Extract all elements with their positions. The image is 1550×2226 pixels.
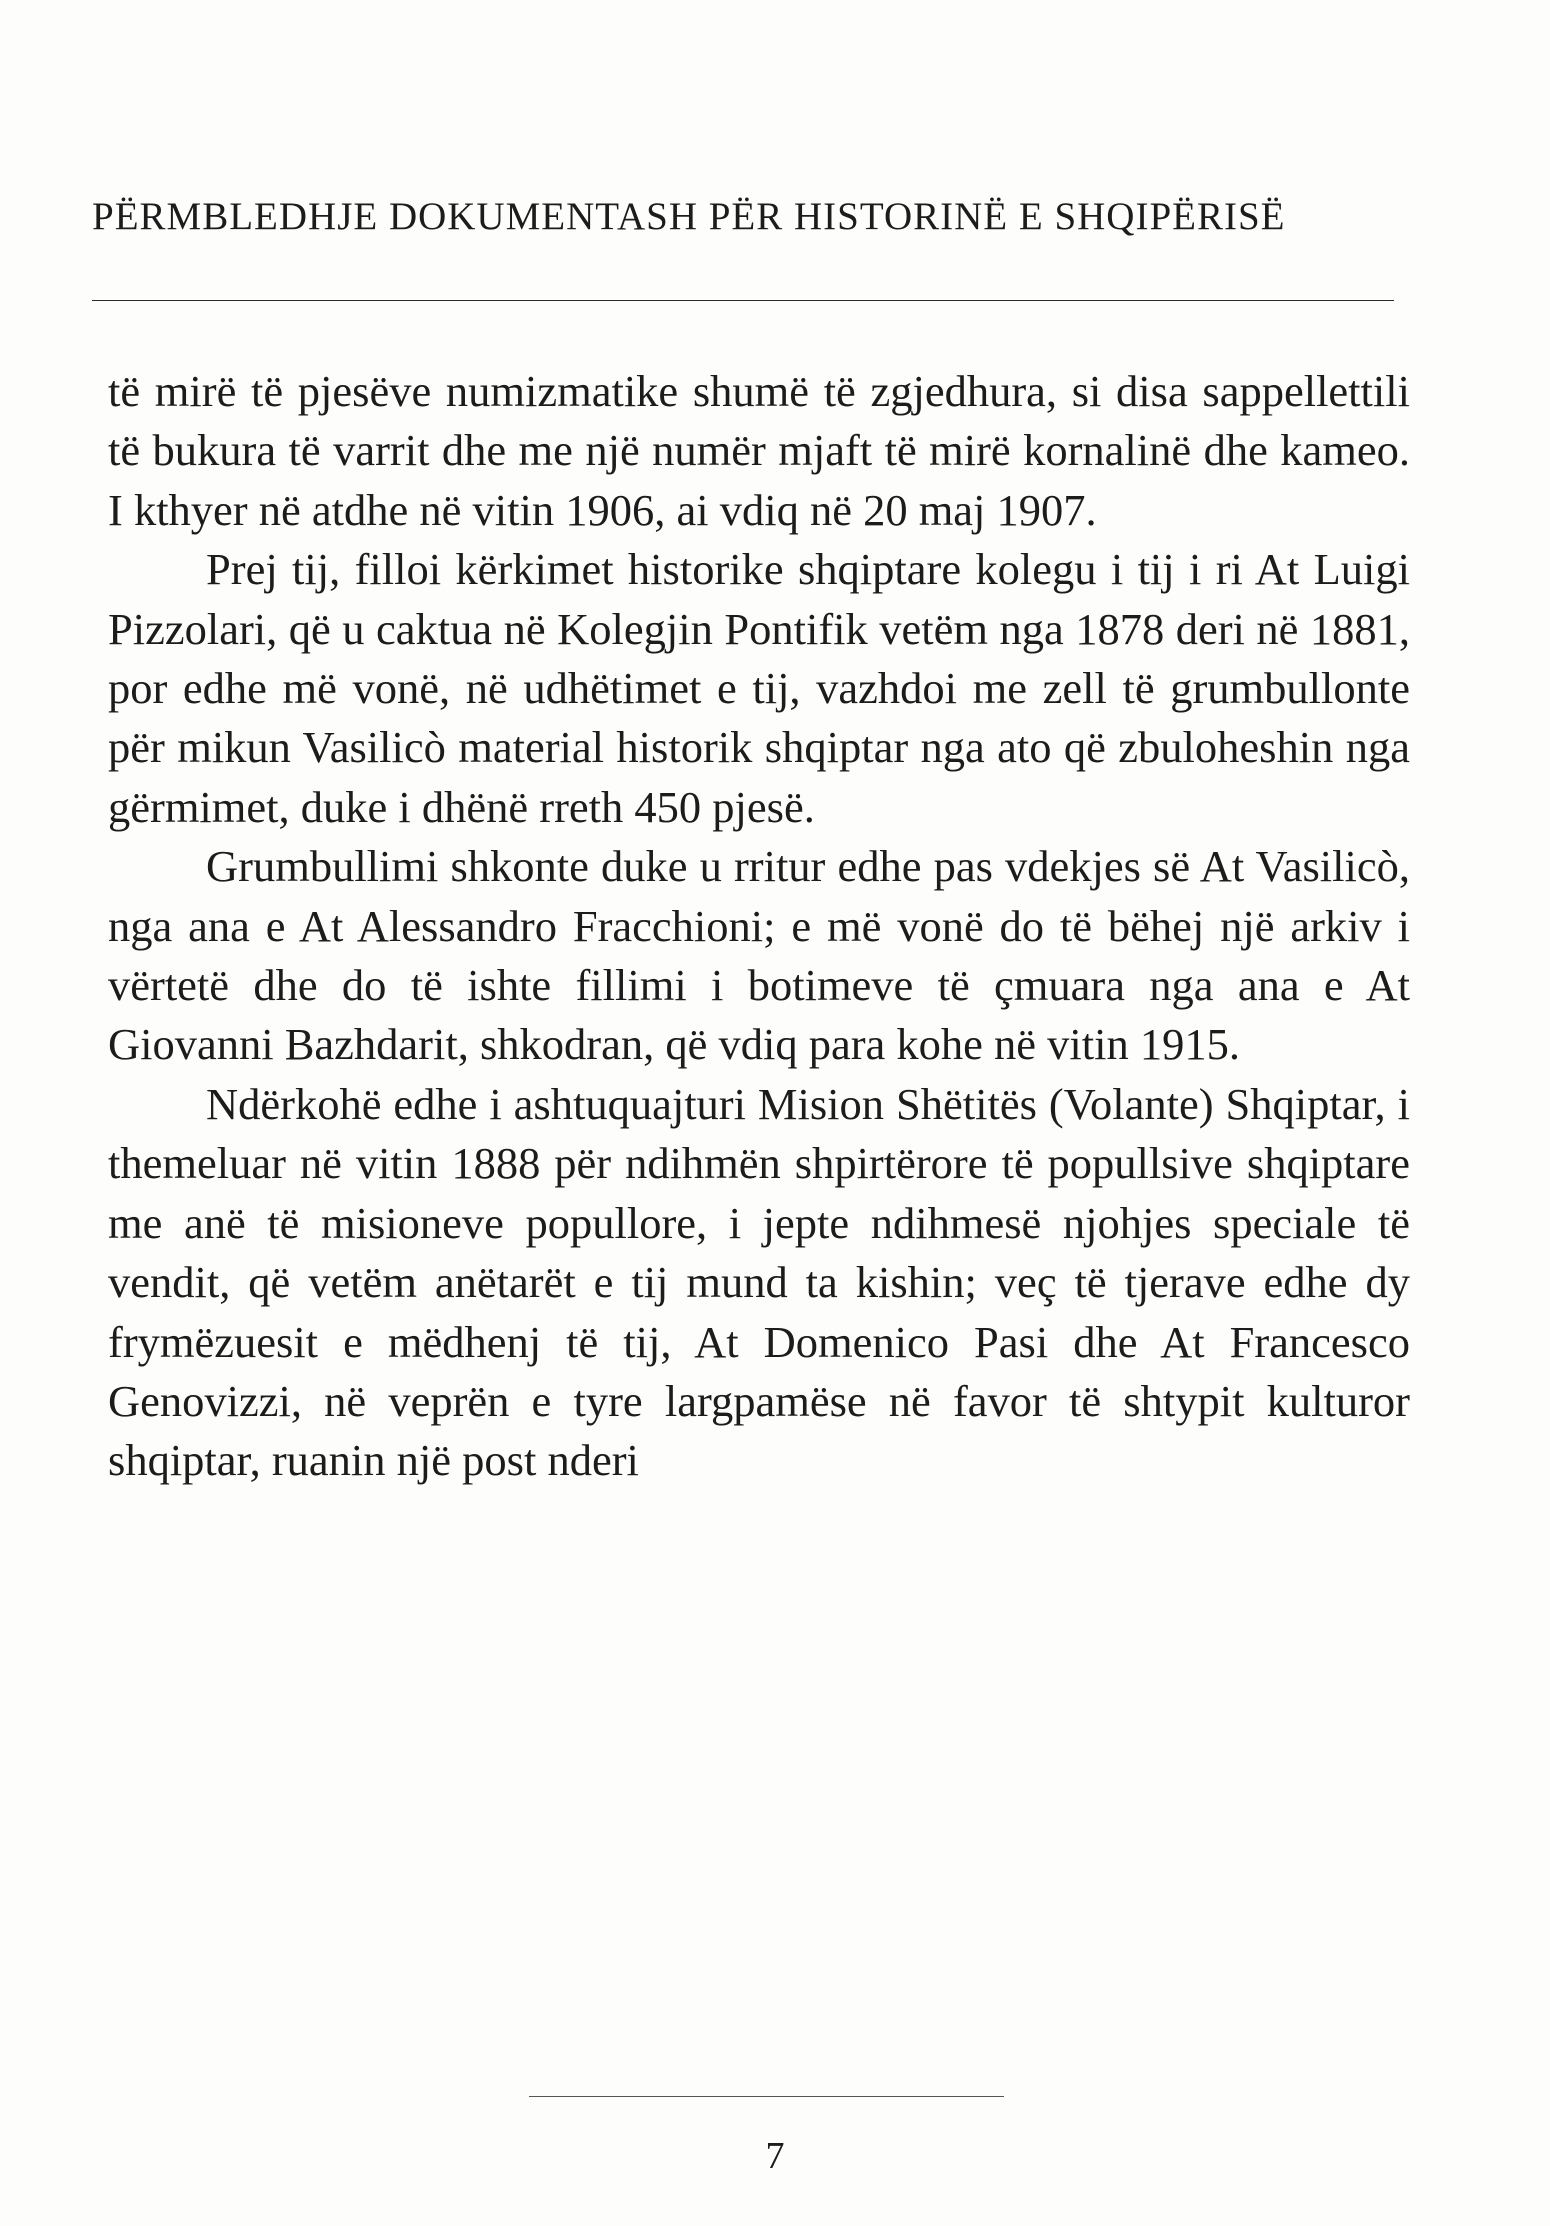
footer-divider xyxy=(529,2096,1004,2097)
paragraph-4: Ndërkohë edhe i ashtuquajturi Mision Shëtitës (Volante) Shqiptar, i themeluar në vitin 1888 për ndihmën shpirtërore të popullsive shqiptare me anë të misioneve popullore, i jepte ndihmesë njohjes speciale të vendit, që vetëm anëtarët e tij mund ta kishin; veç të tjerave edhe dy frymëzuesit e mëdhenj të tij, At Domenico Pasi dhe At Francesco Genovizzi, në veprën e tyre largpamëse në favor të shtypit kulturor shqiptar, ruanin një post nderi xyxy=(108,1078,1410,1486)
paragraph-1: të mirë të pjesëve numizmatike shumë të zgjedhura, si disa sappellettili të bukura të varrit dhe me një numër mjaft të mirë kornalinë dhe kameo. I kthyer në atdhe në vitin 1906, ai vdiq në 20 maj 1907. xyxy=(108,366,1410,535)
main-text xyxy=(108,362,1410,1491)
page-number: 7 xyxy=(765,2135,785,2177)
header-divider xyxy=(92,300,1394,301)
running-header-title: PËRMBLEDHJE DOKUMENTASH PËR HISTORINË E SHQIPËRISË xyxy=(92,195,1286,238)
paragraph-3: Grumbullimi shkonte duke u rritur edhe pas vdekjes së At Vasilicò, nga ana e At Alessandro Fracchioni; e më vonë do të bëhej një arkiv i vërtetë dhe do të ishte fillimi i botimeve të çmuara nga ana e At Giovanni Bazhdarit, shkodran, që vdiq para kohe në vitin 1915. xyxy=(108,841,1410,1070)
paragraph-2: Prej tij, filloi kërkimet historike shqiptare kolegu i tij i ri At Luigi Pizzolari, që u caktua në Kolegjin Pontifik vetëm nga 1878 deri në 1881, por edhe më vonë, në udhëtimet e tij, vazhdoi me zell të grumbullonte për mikun Vasilicò material historik shqiptar nga ato që zbuloheshin nga gërmimet, duke i dhënë rreth 450 pjesë. xyxy=(108,544,1410,832)
